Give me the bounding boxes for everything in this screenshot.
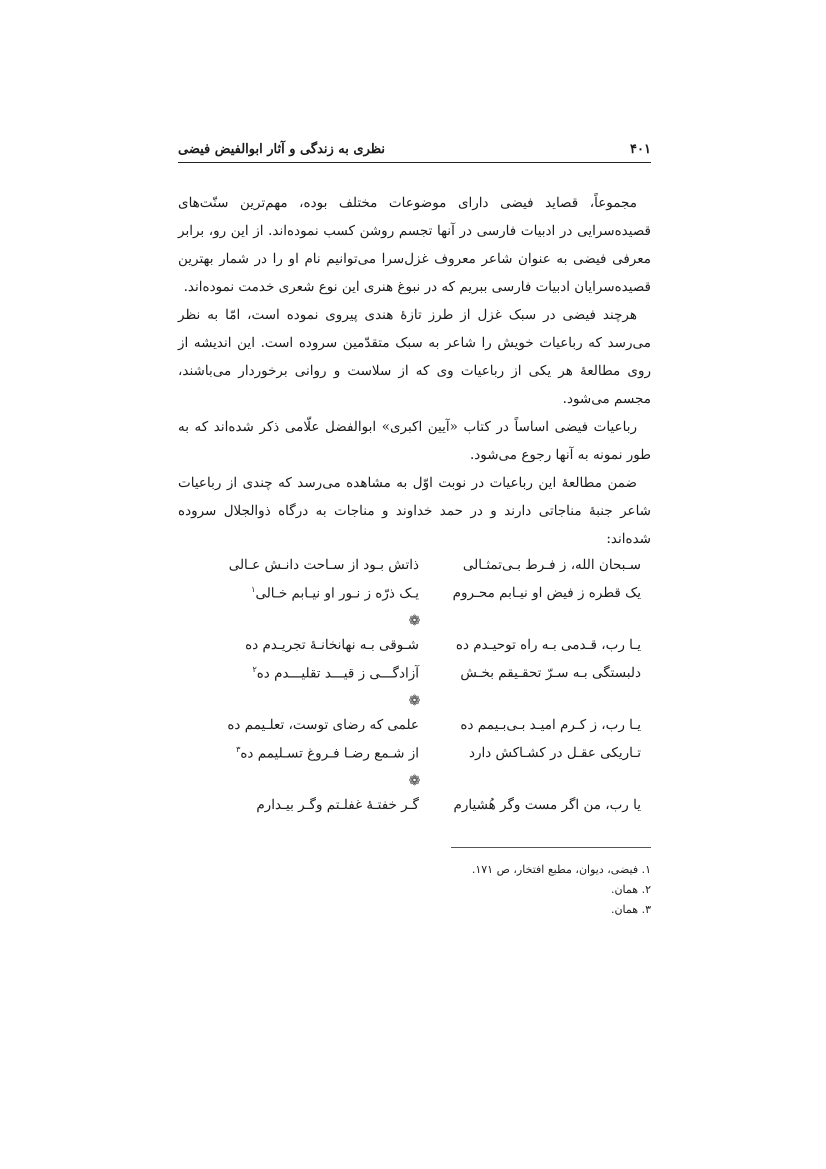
- flower-separator-icon: ❁: [408, 693, 421, 709]
- quatrain-4: [178, 793, 651, 821]
- page: [178, 140, 651, 920]
- footnotes: [178, 860, 651, 920]
- verse-line: [178, 581, 651, 609]
- verse-line: [178, 713, 651, 741]
- quatrains: [178, 553, 651, 821]
- hemistich-left: [224, 717, 419, 733]
- footnote-3: ۳. همان.: [610, 903, 651, 916]
- hemistich-left: [224, 745, 419, 762]
- footnote-divider: [451, 847, 651, 848]
- hemistich-left: [224, 585, 419, 602]
- hemistich-text: از شـمع رضـا فـروغ تسـلیمم ده: [240, 745, 419, 762]
- flower-separator-icon: ❁: [408, 613, 421, 629]
- hemistich-text: شـوقی بـه نهانخانـهٔ تجریـدم ده: [245, 637, 419, 653]
- body-text: [178, 189, 651, 553]
- paragraph-3: رباعیات فیضی اساساً در کتاب «آیین اکبری» ابوالفضل علّامی ذکر شده‌اند که به طور نمونه به آنها رجوع می‌شود.: [178, 419, 651, 463]
- quatrain-3: [178, 713, 651, 769]
- footnote-ref: ۳: [236, 745, 241, 754]
- hemistich-right: دلبستگی بـه سـرّ تحقـیقم بخـش: [460, 665, 641, 681]
- verse-line: [178, 553, 651, 581]
- flower-separator-icon: ❁: [408, 773, 421, 789]
- verse-line: [178, 793, 651, 821]
- paragraph-2: هرچند فیضی در سبک غزل از طرز تازهٔ هندی پیروی نموده است، امّا به نظر می‌رسد که رباعیات خویش را شاعر به سبک متقدّمین سروده است. این اندیشه از روی مطالعهٔ هر یکی از رباعیات وی که از سلاست و روانی برخوردار می‌باشند، مجسم می‌شود.: [178, 307, 651, 407]
- hemistich-right: یا رب، من اگر مست وگر هُشیارم: [453, 797, 641, 813]
- page-number: ۴۰۱: [630, 142, 651, 157]
- footnote-ref: ۱: [251, 585, 256, 594]
- quatrain-2: [178, 633, 651, 689]
- hemistich-right: یـا رب، ز کـرم امیـد بـی‌بـیمم ده: [460, 717, 641, 733]
- footnote-ref: ۲: [252, 665, 257, 674]
- footnote-2: ۲. همان.: [610, 883, 651, 896]
- paragraph-1: مجموعاً، قصاید فیضی دارای موضوعات مختلف بوده، مهم‌ترین سنّت‌های قصیده‌سرایی در ادبیات فارسی در آنها تجسم روشن کسب نموده‌اند. از این رو، برابر معرفی فیضی به عنوان شاعر معروف غزل‌سرا می‌توانیم نام او را در شمار بهترین قصیده‌سرایان ادبیات فارسی ببریم که در نبوغ هنری این نوع شعری خدمت نموده‌اند.: [178, 195, 651, 295]
- hemistich-text: آزادگـــی ز قیـــد تقلیـــدم ده: [256, 665, 419, 682]
- footnote-1: ۱. فیضی، دیوان، مطبع افتخار، ص ۱۷۱.: [471, 863, 651, 876]
- verse-line: [178, 661, 651, 689]
- hemistich-right: یک قطره ز فیض او نیـابم محـروم: [452, 585, 641, 601]
- running-header: [178, 140, 651, 163]
- hemistich-right: سـبحان الله، ز فـرط بـی‌تمثـالی: [462, 557, 641, 573]
- hemistich-left: [224, 637, 419, 653]
- verse-line: [178, 741, 651, 769]
- quatrain-1: [178, 553, 651, 609]
- hemistich-right: یـا رب، قـدمی بـه راه توحیـدم ده: [455, 637, 641, 653]
- hemistich-right: تـاریکی عقـل در کشـاکش دارد: [468, 745, 641, 761]
- hemistich-left: [224, 797, 419, 813]
- hemistich-text: ذاتش بـود از سـاحت دانـش عـالی: [228, 557, 419, 573]
- hemistich-left: [224, 665, 419, 682]
- hemistich-text: گـر خفتـهٔ غفلـتم وگـر بیـدارم: [256, 797, 419, 813]
- hemistich-text: یـک ذرّه ز نـور او نیـابم خـالی: [255, 585, 419, 602]
- paragraph-4: ضمن مطالعهٔ این رباعیات در نوبت اوّل به مشاهده می‌رسد که چندی از رباعیات شاعر جنبهٔ مناجاتی دارند و در حمد خداوند و مناجات به درگاه ذوالجلال سروده شده‌اند:: [178, 475, 651, 547]
- verse-line: [178, 633, 651, 661]
- running-title: نظری به زندگی و آثار ابوالفیض فیضی: [178, 142, 386, 157]
- hemistich-left: [224, 557, 419, 573]
- hemistich-text: علمی که رضای توست، تعلـیمم ده: [227, 717, 419, 733]
